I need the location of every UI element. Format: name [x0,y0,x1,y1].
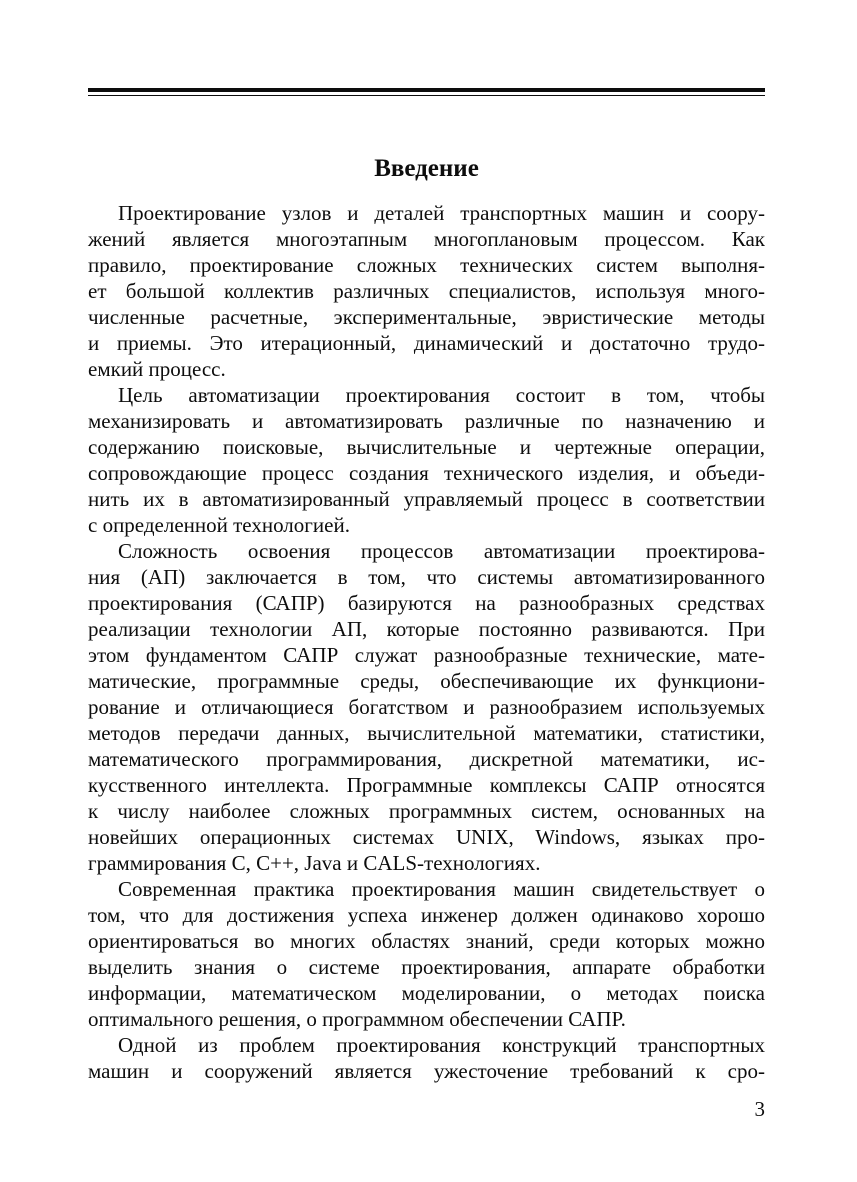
text-line: Одной из проблем проектирования конструкций транспортных [118,1033,765,1057]
text-line: сопровождающие процесс создания технического изделия, и объеди- [88,461,765,485]
text-line: выделить знания о системе проектирования, аппарате обработки [88,955,765,979]
text-line: машин и сооружений является ужесточение требований к сро- [88,1059,765,1083]
text-line: нить их в автоматизированный управляемый процесс в соответствии [88,487,765,511]
text-line: Сложность освоения процессов автоматизации проектирова- [118,539,765,563]
page-title: Введение [374,155,479,182]
text-line: том, что для достижения успеха инженер должен одинаково хорошо [88,903,765,927]
text-line: математического программирования, дискретной математики, ис- [88,747,765,771]
text-line: с определенной технологией. [88,513,350,537]
text-line: к числу наиболее сложных программных систем, основанных на [88,799,765,823]
paragraph [88,382,765,538]
text-line: кусственного интеллекта. Программные комплексы САПР относятся [88,773,765,797]
text-line: ориентироваться во многих областях знаний, среди которых можно [88,929,765,953]
header-rule-thin [88,95,765,97]
text-line: ет большой коллектив различных специалистов, используя много- [88,279,765,303]
paragraph [88,1032,765,1084]
text-line: информации, математическом моделировании, о методах поиска [88,981,765,1005]
text-line: граммирования C, C++, Java и CALS-технологиях. [88,851,541,875]
text-line: ния (АП) заключается в том, что системы автоматизированного [88,565,765,589]
text-line: жений является многоэтапным многоплановым процессом. Как [88,227,765,251]
text-line: емкий процесс. [88,357,226,381]
text-block [88,200,765,1084]
paragraph [88,200,765,382]
header-rule-thick [88,88,765,92]
paragraph [88,876,765,1032]
text-line: оптимального решения, о программном обеспечении САПР. [88,1007,626,1031]
text-line: правило, проектирование сложных технических систем выполня- [88,253,765,277]
text-line: матические, программные среды, обеспечивающие их функциони- [88,669,765,693]
text-line: Цель автоматизации проектирования состоит в том, чтобы [118,383,765,407]
text-line: и приемы. Это итерационный, динамический и достаточно трудо- [88,331,765,355]
text-line: проектирования (САПР) базируются на разнообразных средствах [88,591,765,615]
text-line: содержанию поисковые, вычислительные и чертежные операции, [88,435,765,459]
text-line: реализации технологии АП, которые постоянно развиваются. При [88,617,765,641]
text-line: методов передачи данных, вычислительной математики, статистики, [88,721,765,745]
page-number: 3 [754,1097,765,1121]
text-line: новейших операционных системах UNIX, Windows, языках про- [88,825,765,849]
text-line: этом фундаментом САПР служат разнообразные технические, мате- [88,643,765,667]
text-line: численные расчетные, экспериментальные, эвристические методы [88,305,765,329]
paragraph [88,538,765,876]
text-line: Современная практика проектирования машин свидетельствует о [118,877,765,901]
text-line: Проектирование узлов и деталей транспортных машин и соору- [118,201,765,225]
text-line: механизировать и автоматизировать различные по назначению и [88,409,765,433]
text-line: рование и отличающиеся богатством и разнообразием используемых [88,695,765,719]
